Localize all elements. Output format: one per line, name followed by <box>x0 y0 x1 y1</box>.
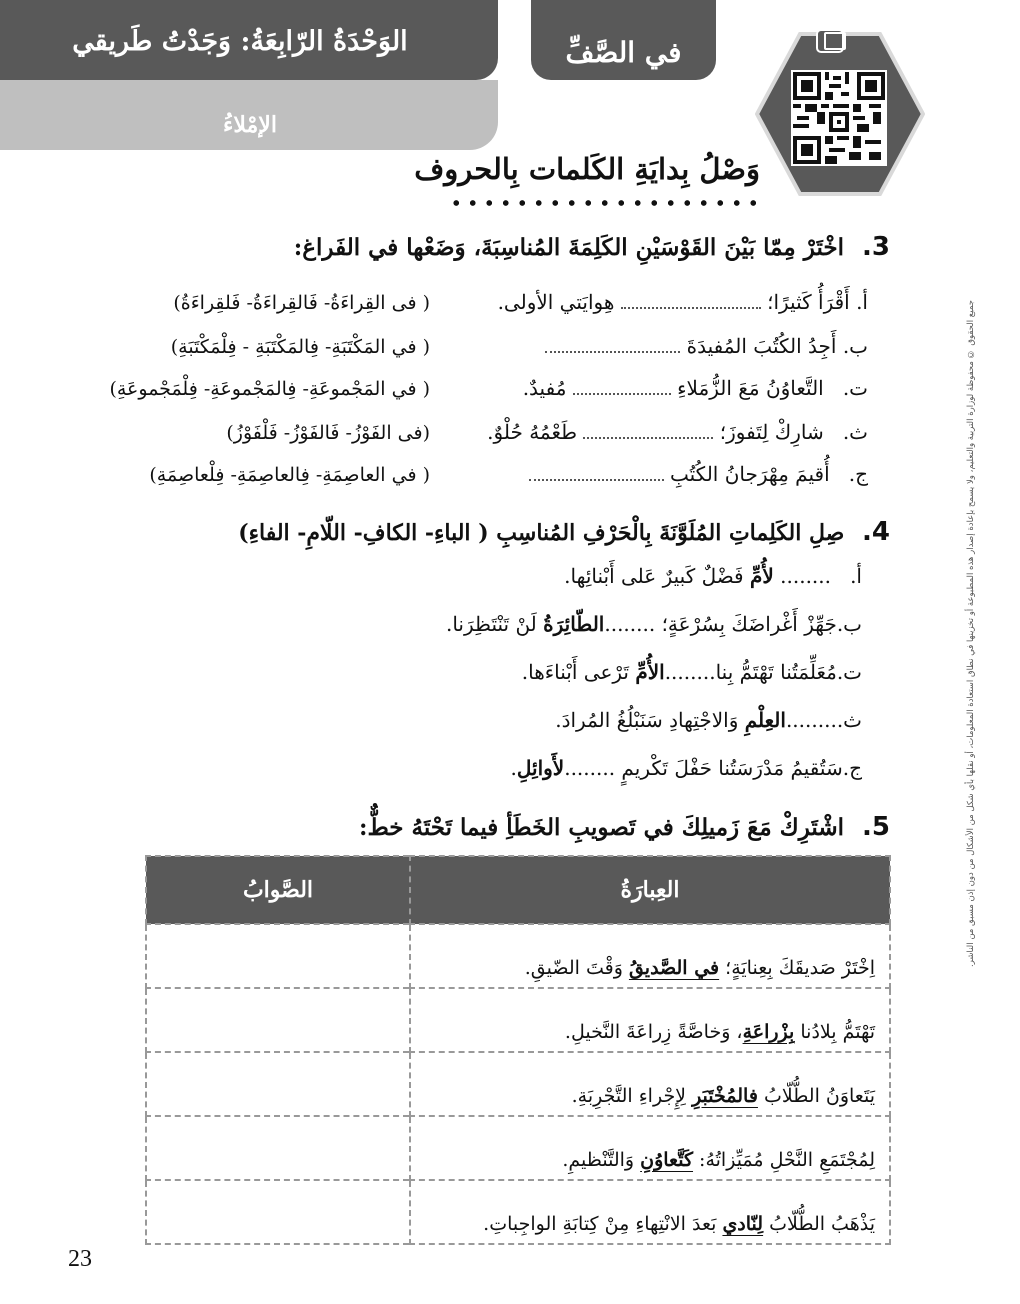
q4-colored-word: لأَوائِلِ <box>516 756 565 780</box>
q4-colored-word: الأُمِّ <box>635 660 665 684</box>
phrase-text: وَالتَّنْظيمِ. <box>562 1149 641 1171</box>
phrase-text: لِإِجْراءِ التَّجْرِبَةِ. <box>571 1085 693 1107</box>
answer-blank[interactable]: ........ <box>785 708 837 732</box>
table-header-row <box>146 856 890 924</box>
q3-item-after: هِوايَتي الأولى. <box>497 290 615 314</box>
q4-item-pre: سَتُقيمُ مَدْرَسَتُنا حَفْلَ تَكْريمٍ <box>615 756 843 780</box>
q3-item-d <box>487 420 868 444</box>
q4-letters: ( الباءِ- الكافِ- اللّامِ- الفاءِ) <box>238 520 489 546</box>
q4-item-rest: . <box>510 756 517 780</box>
correction-cell[interactable] <box>146 1116 410 1180</box>
q3-item-label: أ. <box>856 290 868 314</box>
q3-item-before: أَجِدُ الكُتُبَ المُفيدَةَ <box>686 334 837 358</box>
table-row <box>146 924 890 988</box>
q4-item-rest: تَرْعى أَبْناءَها. <box>521 660 636 684</box>
q4-item-label: أ. <box>850 564 862 588</box>
q3-item-label: ج. <box>848 462 868 486</box>
phrase-cell <box>410 1180 890 1244</box>
q4-instruction <box>238 517 890 547</box>
answer-blank[interactable] <box>545 337 680 353</box>
q5-number: 5. <box>862 812 890 842</box>
answer-blank[interactable]: ........ <box>564 756 616 780</box>
underlined-error: لِنّادي <box>722 1213 764 1235</box>
table-row <box>146 1180 890 1244</box>
phrase-cell <box>410 924 890 988</box>
correction-cell[interactable] <box>146 924 410 988</box>
video-icon <box>824 32 846 50</box>
class-label: في الصَّفِّ <box>565 36 682 69</box>
heading-dots-divider <box>448 198 758 208</box>
q4-item-a <box>564 564 862 588</box>
q3-item-e <box>529 462 868 486</box>
q4-colored-word: لأُمِّ <box>749 564 774 588</box>
phrase-cell <box>410 988 890 1052</box>
column-header-phrase: العِبارَةُ <box>410 856 890 924</box>
answer-blank[interactable] <box>573 379 671 395</box>
q3-item-before: شارِكْ لِتَفوزَ؛ <box>719 420 824 444</box>
q4-item-label: ب. <box>836 612 862 636</box>
q4-item-rest: لَنْ تَنْتَظِرَنا. <box>445 612 544 636</box>
answer-blank[interactable] <box>529 465 664 481</box>
q3-item-before: أَقْرَأُ كَثيرًا؛ <box>767 290 850 314</box>
phrase-text: بَعدَ الانْتِهاءِ مِنْ كِتابَةِ الواجِباتِ. <box>483 1213 723 1235</box>
q3-item-after: مُفيدٌ. <box>522 376 567 400</box>
q4-item-b <box>446 612 862 636</box>
q5-instruction <box>359 812 890 842</box>
q3-item-label: ث. <box>842 420 868 444</box>
q3-item-before: أُقيمَ مِهْرَجانُ الكُتُبِ <box>669 462 830 486</box>
phrase-cell <box>410 1052 890 1116</box>
q3-item-a <box>498 290 868 314</box>
q4-item-pre: مُعَلِّمَتُنا تَهْتَمُّ بِنا <box>715 660 837 684</box>
q4-item-rest: فَضْلٌ كَبيرٌ عَلى أَبْنائِها. <box>564 564 750 588</box>
q4-item-d <box>555 708 862 732</box>
correction-cell[interactable] <box>146 1052 410 1116</box>
phrase-text: وَقْتَ الضّيقِ. <box>524 957 629 979</box>
correction-cell[interactable] <box>146 1180 410 1244</box>
q4-item-label: ت. <box>836 660 862 684</box>
qr-code[interactable] <box>791 70 887 166</box>
q3-options-a: ( فى القِراءَةُ- فَالقِراءَةُ- فَلقِراءَةُ) <box>173 292 430 314</box>
answer-blank[interactable]: ........ <box>604 612 656 636</box>
underlined-error: في الصَّديقُ <box>628 957 720 979</box>
q5-instruction-text: اشْتَرِكْ مَعَ زَميلِكَ في تَصويبِ الخَطَأِ فيما تَحْتَهُ خطٌّ: <box>358 814 844 841</box>
correction-table <box>145 855 891 1245</box>
q4-instruction-text: صِلِ الكَلِماتِ المُلَوَّنَةَ بِالْحَرْفِ المُناسِبِ <box>496 520 845 546</box>
q3-options-b: ( في المَكْتَبَةِ- فِالمَكْتَبَةِ - فِلْمَكْتَبَةِ) <box>170 336 430 358</box>
q3-options-e: ( في العاصِمَةِ- فِالعاصِمَةِ- فِلْعاصِمَةِ) <box>149 464 430 486</box>
phrase-text: يَذْهَبُ الطُّلّابُ <box>763 1213 875 1235</box>
phrase-text: اِخْتَرْ صَديقَكَ بِعِنايَةٍ؛ <box>719 957 875 979</box>
q4-item-pre: جَهِّزْ أَغْراضَكَ بِسُرْعَةٍ؛ <box>655 612 837 636</box>
qr-code-icon <box>793 72 885 164</box>
unit-title: الوَحْدَةُ الرّابِعَةُ: وَجَدْتُ طَريقي <box>72 26 408 57</box>
q4-item-e <box>511 756 862 780</box>
answer-blank[interactable]: ........ <box>664 660 716 684</box>
q4-item-rest: وَالاجْتِهادِ سَنَبْلُغُ المُرادَ. <box>555 708 745 732</box>
table-row <box>146 1116 890 1180</box>
answer-blank[interactable] <box>583 423 713 439</box>
phrase-text: تَهْتَمُّ بِلادُنا <box>794 1021 875 1043</box>
section-heading: وَصْلُ بِدايَةِ الكَلمات بِالحروف <box>414 152 760 186</box>
phrase-text: يَتَعاوَنُ الطُّلّابُ <box>757 1085 875 1107</box>
q3-options-c: ( في المَجْموعَةِ- فِالمَجْموعَةِ- فِلْمَجْموعَةِ) <box>109 378 430 400</box>
table-row <box>146 988 890 1052</box>
q3-item-before: التَّعاوُنُ مَعَ الزُّمَلاءِ <box>677 376 824 400</box>
q4-item-label: ج. <box>842 756 862 780</box>
q3-item-label: ب. <box>842 334 868 358</box>
q3-number: 3. <box>862 232 890 262</box>
column-header-correction: الصَّوابُ <box>146 856 410 924</box>
answer-blank[interactable] <box>621 293 761 309</box>
q4-item-c <box>522 660 862 684</box>
underlined-error: بِزْراعَةِ <box>742 1021 795 1043</box>
phrase-cell <box>410 1116 890 1180</box>
correction-cell[interactable] <box>146 988 410 1052</box>
table-row <box>146 1052 890 1116</box>
underlined-error: كَتَّعاوُنِ <box>640 1149 694 1171</box>
copyright-note: جميع الحقوق © محفوظة لوزارة التربية والتعليم، ولا يسمح بإعادة إصدار هذه المطبوعة أو تخزينها في نطاق استعادة المعلومات، أو نقلها بأي شكل من الأشكال من دون إذن مسبق من الناشر. <box>966 300 976 968</box>
lesson-title: الإمْلاءُ <box>223 112 277 138</box>
phrase-text: لِمُجْتَمَعِ النَّحْلِ مُمَيِّزاتُهُ: <box>693 1149 875 1171</box>
q3-item-b <box>545 334 868 358</box>
answer-blank[interactable]: ........ <box>780 564 831 588</box>
q3-options-d: (فى الفَوْزُ- فَالفَوْزُ- فَلْفَوْزُ) <box>226 422 430 444</box>
q3-item-after: طَعْمُهُ حُلْوٌ. <box>487 420 578 444</box>
underlined-error: فالمُخْتَبَرِ <box>692 1085 758 1107</box>
q3-instruction <box>294 232 890 262</box>
q4-number: 4. <box>862 517 890 547</box>
page-number: 23 <box>68 1246 92 1272</box>
q4-item-label: ث. <box>836 708 862 732</box>
q3-item-label: ت. <box>842 376 868 400</box>
phrase-text: ، وَخاصَّةً زِراعَةَ النَّخيلِ. <box>564 1021 743 1043</box>
q3-item-c <box>523 376 868 400</box>
q4-colored-word: العِلْمِ <box>744 708 786 732</box>
q3-instruction-text: اخْتَرْ مِمّا بَيْنَ القَوْسَيْنِ الكَلِمَةَ المُناسِبَةَ، وَضَعْها في الفَراغ: <box>293 234 844 261</box>
q4-colored-word: الطّائِرَةُ <box>543 612 605 636</box>
